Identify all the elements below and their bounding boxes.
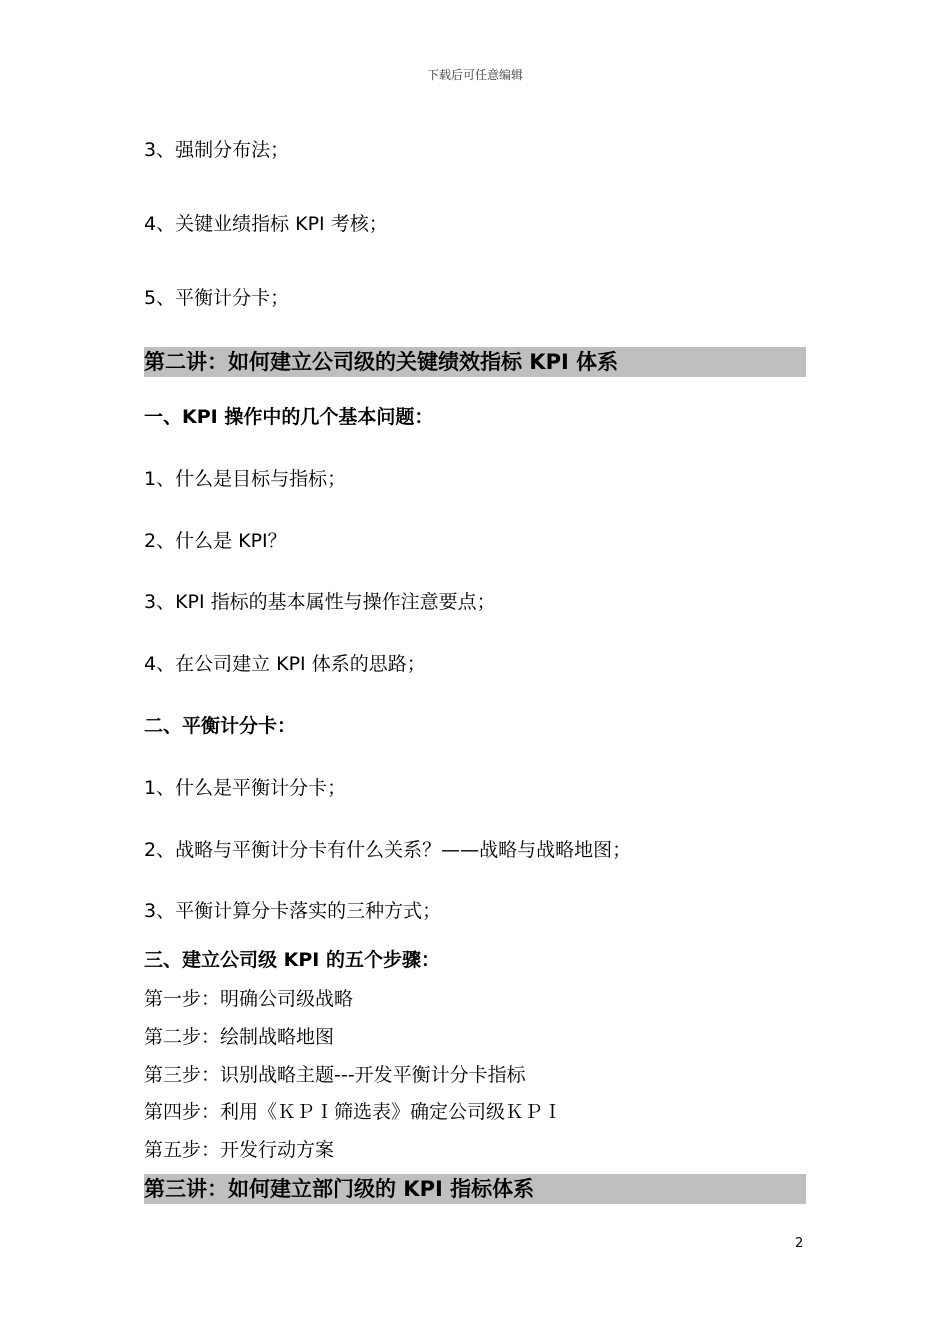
list-item: 第四步：利用《ＫＰＩ筛选表》确定公司级ＫＰＩ: [144, 1101, 563, 1123]
subsection-heading: 二、平衡计分卡：: [144, 715, 297, 737]
list-item: 第五步：开发行动方案: [144, 1139, 335, 1161]
subsection-heading: 一、KPI 操作中的几个基本问题：: [144, 406, 434, 428]
list-item: 2、什么是 KPI？: [144, 530, 287, 552]
page-header: 下载后可任意编辑: [426, 68, 523, 82]
list-item: 4、在公司建立 KPI 体系的思路；: [144, 653, 426, 675]
list-item: 第二步：绘制战略地图: [144, 1026, 335, 1048]
section-heading-lecture-2: 第二讲：如何建立公司级的关键绩效指标 KPI 体系: [144, 347, 806, 377]
page-number: 2: [795, 1236, 804, 1251]
list-item: 4、关键业绩指标 KPI 考核；: [144, 213, 388, 235]
list-item: 1、什么是目标与指标；: [144, 468, 347, 490]
list-item: 1、什么是平衡计分卡；: [144, 777, 347, 799]
list-item: 2、战略与平衡计分卡有什么关系？——战略与战略地图；: [144, 839, 632, 861]
list-item: 3、KPI 指标的基本属性与操作注意要点；: [144, 591, 496, 613]
list-item: 第一步：明确公司级战略: [144, 988, 354, 1010]
list-item: 3、强制分布法；: [144, 139, 290, 161]
list-item: 5、平衡计分卡；: [144, 287, 290, 309]
list-item: 3、平衡计算分卡落实的三种方式；: [144, 900, 442, 922]
section-heading-lecture-3: 第三讲：如何建立部门级的 KPI 指标体系: [144, 1174, 806, 1204]
subsection-heading: 三、建立公司级 KPI 的五个步骤：: [144, 949, 440, 971]
list-item: 第三步：识别战略主题---开发平衡计分卡指标: [144, 1064, 526, 1086]
